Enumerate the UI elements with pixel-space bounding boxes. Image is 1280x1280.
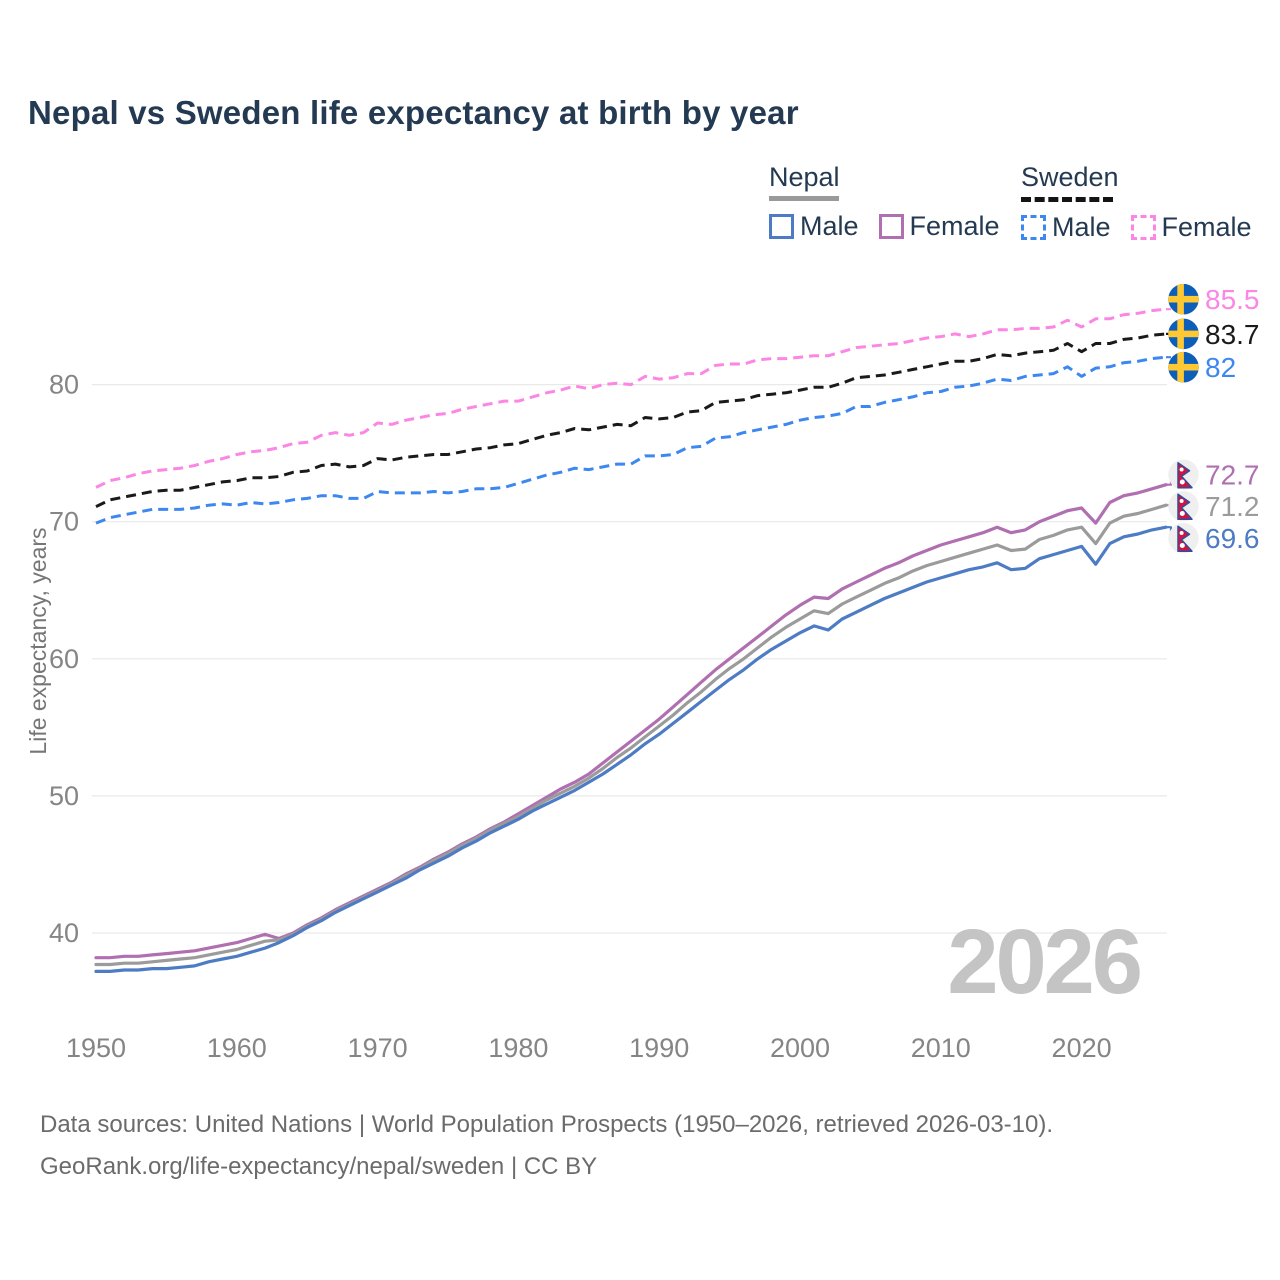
- chart-title: Nepal vs Sweden life expectancy at birth by year: [28, 94, 799, 131]
- y-tick-label: 80: [48, 369, 79, 400]
- y-tick-label: 40: [48, 918, 79, 948]
- footer: [40, 1104, 1053, 1188]
- x-tick-label: 1960: [206, 1033, 267, 1063]
- nepal-flag-icon: [1168, 523, 1198, 553]
- sweden-flag-icon: [1168, 284, 1199, 315]
- y-axis-title: Life expectancy, years: [25, 527, 51, 755]
- legend-nepal-heading: Nepal: [769, 162, 840, 192]
- end-label-nepal-female: 72.7: [1205, 459, 1260, 491]
- y-tick-label: 50: [48, 780, 79, 811]
- end-label-sweden-total: 83.7: [1205, 318, 1260, 350]
- x-tick-label: 1980: [488, 1033, 549, 1063]
- end-label-sweden-male: 82: [1205, 352, 1237, 384]
- nepal-flag-icon: [1168, 460, 1198, 490]
- line-sweden-male: [96, 357, 1166, 523]
- line-nepal-female: [96, 485, 1166, 958]
- y-tick-label: 70: [48, 506, 79, 537]
- series-lines: [96, 309, 1166, 971]
- end-label-sweden-female: 85.5: [1205, 284, 1260, 316]
- x-tick-label: 2000: [769, 1033, 831, 1063]
- nepal-flag-icon: [1168, 491, 1198, 521]
- sweden-flag-icon: [1168, 318, 1199, 349]
- footer-data-sources: Data sources: United Nations | World Population Prospects (1950–2026, retrieved 2026-03-10).: [40, 1111, 1054, 1138]
- x-tick-label: 1970: [347, 1033, 408, 1063]
- line-nepal-total: [96, 505, 1166, 964]
- legend-label-nepal-female[interactable]: Female: [909, 211, 1000, 241]
- line-sweden-female: [96, 309, 1166, 487]
- legend-label-sweden-female[interactable]: Female: [1161, 212, 1252, 242]
- end-label-nepal-male: 69.6: [1205, 523, 1260, 555]
- end-labels: [1166, 284, 1260, 555]
- legend-sweden-heading: Sweden: [1021, 162, 1119, 192]
- y-tick-label: 60: [48, 643, 79, 674]
- footer-link: GeoRank.org/life-expectancy/nepal/sweden | CC BY: [40, 1153, 598, 1180]
- x-tick-label: 2010: [910, 1033, 971, 1063]
- sweden-flag-icon: [1168, 352, 1199, 383]
- legend-label-sweden-male[interactable]: Male: [1052, 212, 1111, 242]
- line-sweden-total: [96, 334, 1166, 507]
- legend-label-nepal-male[interactable]: Male: [800, 211, 859, 241]
- end-label-nepal-total: 71.2: [1205, 491, 1260, 523]
- x-tick-label: 1950: [65, 1033, 127, 1063]
- x-tick-label: 2020: [1051, 1033, 1112, 1063]
- year-watermark: 2026: [947, 911, 1140, 1013]
- x-tick-label: 1990: [629, 1033, 690, 1063]
